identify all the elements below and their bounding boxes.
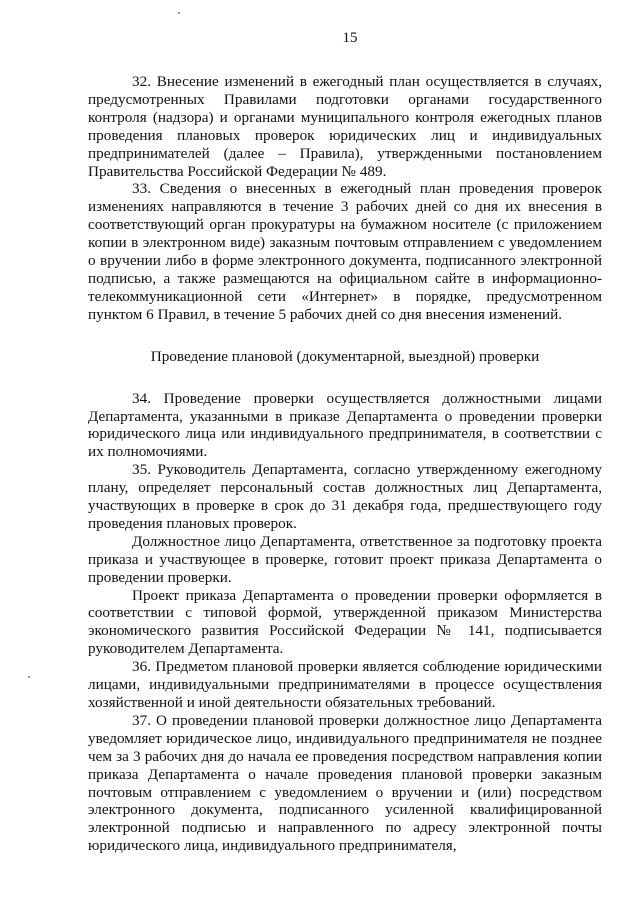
paragraph-32: 32. Внесение изменений в ежегодный план осуществляется в случаях, предусмотренных Правилами подготовки органами государственного контроля (надзора) и органами муниципального контроля ежегодных планов проведения плановых проверок юридических лиц и индивидуальных предпринимателей (далее – Правила), утвержденными постановлением Правительства Российской Федерации № 489. xyxy=(88,73,602,180)
scan-speck xyxy=(178,12,180,14)
paragraph-35-official: Должностное лицо Департамента, ответственное за подготовку проекта приказа и участвующее в проверке, готовит проект приказа Департамента о проведении проверки. xyxy=(88,532,602,586)
paragraph-34: 34. Проведение проверки осуществляется должностными лицами Департамента, указанными в приказе Департамента о проведении проверки юридического лица или индивидуального предпринимателя, в соответствии с их полномочиями. xyxy=(88,389,602,461)
page-number: 15 xyxy=(342,30,358,46)
scan-speck xyxy=(28,676,30,678)
paragraph-35: 35. Руководитель Департамента, согласно утвержденному ежегодному плану, определяет персональный состав должностных лиц Департамента, участвующих в проверке в срок до 31 декабря года, предшествующего году проведения плановых проверок. xyxy=(88,461,602,532)
paragraph-36: 36. Предметом плановой проверки является соблюдение юридическими лицами, индивидуальными предпринимателями в процессе осуществления хозяйственной и иной деятельности обязательных требований. xyxy=(88,658,602,711)
paragraph-33: 33. Сведения о внесенных в ежегодный план проведения проверок изменениях направляются в течение 3 рабочих дней со дня их внесения в соответствующий орган прокуратуры на бумажном носителе (с приложением копии в электронном виде) заказным почтовым отправлением с уведомлением о вручении либо в форме электронного документа, подписанного электронной подписью, а также размещаются на официальном сайте в информационно-телекоммуникационной сети «Интернет» в порядке, предусмотренном пунктом 6 Правил, в течение 5 рабочих дней со дня внесения изменений. xyxy=(88,180,602,323)
paragraph-35-draft-order: Проект приказа Департамента о проведении проверки оформляется в соответствии с типовой формой, утвержденной приказом Министерства экономического развития Российской Федерации № 141, подписывается руководителем Департамента. xyxy=(88,586,602,658)
paragraph-37: 37. О проведении плановой проверки должностное лицо Департамента уведомляет юридическое лицо, индивидуального предпринимателя не позднее чем за 3 рабочих дня до начала ее проведения посредством направления копии приказа Департамента о начале проведения плановой проверки заказным почтовым отправлением с уведомлением о вручении и (или) посредством электронного документа, подписанного усиленной квалифицированной электронной подписью и направленного по адресу электронной почты юридического лица, индивидуального предпринимателя, xyxy=(88,711,602,855)
section-heading: Проведение плановой (документарной, выездной) проверки xyxy=(150,347,540,365)
